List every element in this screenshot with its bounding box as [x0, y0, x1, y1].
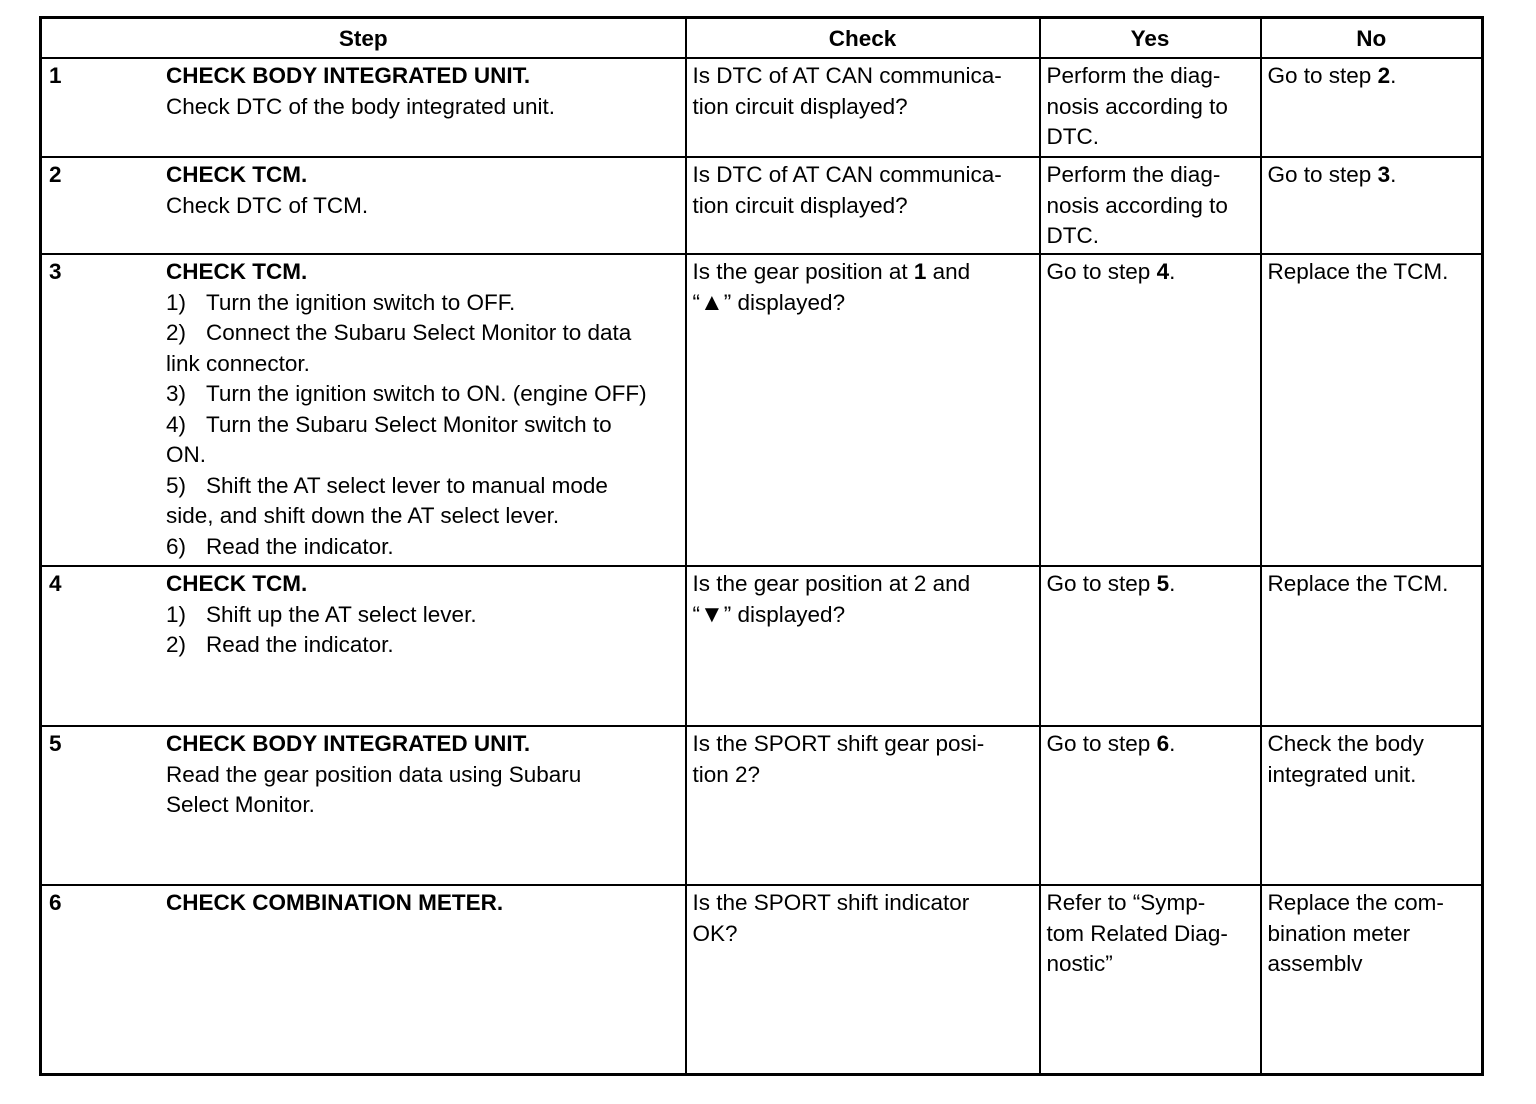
yes-cell [1040, 254, 1261, 566]
yes-text: Go to step [1046, 259, 1157, 284]
step-title: CHECK TCM. [166, 571, 308, 596]
no-text: Go to step [1267, 162, 1378, 187]
step-number: 1 [49, 63, 62, 88]
no-text-suffix: . [1390, 63, 1397, 88]
step-text: Check DTC of the body integrated unit. [166, 93, 555, 119]
yes-text-suffix: . [1169, 731, 1176, 756]
procedure-item: 2) Read the indicator. [166, 632, 394, 657]
no-cell [1261, 157, 1483, 254]
yes-text: DTC. [1046, 124, 1099, 149]
check-text: OK? [692, 920, 738, 946]
step-title: CHECK BODY INTEGRATED UNIT. [166, 63, 531, 88]
step-cell [41, 726, 686, 885]
procedure-item-cont: side, and shift down the AT select lever. [166, 503, 560, 528]
yes-text: Go to step [1046, 731, 1157, 756]
no-cell [1261, 254, 1483, 566]
no-text: Replace the TCM. [1267, 259, 1449, 284]
check-text: Is the gear position at 1 and [692, 259, 971, 284]
step-reference: 2 [1377, 63, 1391, 88]
table-row [41, 566, 1483, 726]
check-text: Is the SPORT shift gear posi- [692, 731, 985, 756]
yes-cell [1040, 566, 1261, 726]
step-title: CHECK COMBINATION METER. [166, 890, 504, 915]
step-number: 2 [49, 162, 62, 187]
check-text: tion circuit displayed? [692, 192, 908, 218]
no-text: Check the body [1267, 731, 1424, 756]
step-reference: 5 [1156, 571, 1170, 596]
procedure-item: 1) Turn the ignition switch to OFF. [166, 289, 516, 315]
check-text: Is the gear position at 2 and [692, 571, 971, 596]
check-text: Is the SPORT shift indicator [692, 890, 970, 915]
yes-text: Go to step [1046, 571, 1157, 596]
yes-text: Perform the diag- [1046, 63, 1221, 88]
table-row [41, 726, 1483, 885]
step-number: 5 [49, 731, 62, 756]
procedure-item: 1) Shift up the AT select lever. [166, 601, 477, 627]
step-cell [41, 566, 686, 726]
yes-text-suffix: . [1169, 259, 1176, 284]
step-cell [41, 254, 686, 566]
check-text: tion circuit displayed? [692, 93, 908, 119]
no-text: Replace the com- [1267, 890, 1444, 915]
procedure-item: 2) Connect the Subaru Select Monitor to data [166, 320, 632, 345]
yes-cell [1040, 726, 1261, 885]
table-row [41, 254, 1483, 566]
yes-cell [1040, 58, 1261, 157]
no-cell [1261, 885, 1483, 1075]
header-no: No [1261, 18, 1483, 59]
check-cell [686, 58, 1040, 157]
step-number: 6 [49, 890, 62, 915]
yes-text: DTC. [1046, 223, 1099, 248]
check-text: “▼” displayed? [692, 600, 846, 628]
step-reference: 4 [1156, 259, 1170, 284]
header-yes: Yes [1040, 18, 1261, 59]
procedure-item-cont: link connector. [166, 350, 310, 376]
check-cell [686, 885, 1040, 1075]
check-cell [686, 254, 1040, 566]
check-text: tion 2? [692, 761, 761, 787]
procedure-item: 4) Turn the Subaru Select Monitor switch to [166, 411, 612, 437]
step-text: Read the gear position data using Subaru [166, 761, 582, 787]
yes-cell [1040, 885, 1261, 1075]
step-cell [41, 157, 686, 254]
step-title: CHECK TCM. [166, 259, 308, 284]
yes-cell [1040, 157, 1261, 254]
no-text: Replace the TCM. [1267, 571, 1449, 596]
procedure-item: 6) Read the indicator. [166, 533, 394, 559]
check-text: Is DTC of AT CAN communica- [692, 162, 1002, 187]
no-text: Go to step [1267, 63, 1378, 88]
no-text: integrated unit. [1267, 761, 1417, 787]
no-cell [1261, 566, 1483, 726]
check-cell [686, 157, 1040, 254]
yes-text: Perform the diag- [1046, 162, 1221, 187]
down-triangle-icon: ▼ [700, 600, 724, 628]
step-number: 4 [49, 571, 62, 596]
header-step: Step [41, 18, 686, 59]
table-header-row [41, 18, 1483, 59]
check-cell [686, 566, 1040, 726]
yes-text: nosis according to [1046, 192, 1228, 218]
no-text: assemblv [1267, 951, 1363, 976]
yes-text: nosis according to [1046, 93, 1228, 119]
step-reference: 3 [1377, 162, 1391, 187]
step-cell [41, 58, 686, 157]
no-cell [1261, 726, 1483, 885]
step-text: Select Monitor. [166, 792, 315, 817]
diagnostic-table [39, 16, 1484, 1076]
table-row [41, 885, 1483, 1075]
header-check: Check [686, 18, 1040, 59]
no-text-suffix: . [1390, 162, 1397, 187]
procedure-item: 5) Shift the AT select lever to manual mode [166, 472, 608, 498]
yes-text: tom Related Diag- [1046, 920, 1228, 946]
step-number: 3 [49, 259, 62, 284]
step-reference: 6 [1156, 731, 1170, 756]
check-cell [686, 726, 1040, 885]
step-cell [41, 885, 686, 1075]
no-text: bination meter [1267, 920, 1411, 946]
yes-text: Refer to “Symp- [1046, 890, 1206, 915]
table-row [41, 58, 1483, 157]
check-text: “▲” displayed? [692, 288, 846, 316]
up-triangle-icon: ▲ [700, 288, 724, 316]
check-text: Is DTC of AT CAN communica- [692, 63, 1002, 88]
step-text: Check DTC of TCM. [166, 192, 369, 218]
procedure-item: 3) Turn the ignition switch to ON. (engine OFF) [166, 381, 647, 406]
yes-text: nostic” [1046, 951, 1113, 976]
step-title: CHECK BODY INTEGRATED UNIT. [166, 731, 531, 756]
yes-text-suffix: . [1169, 571, 1176, 596]
step-title: CHECK TCM. [166, 162, 308, 187]
table-row [41, 157, 1483, 254]
no-cell [1261, 58, 1483, 157]
procedure-item-cont: ON. [166, 442, 207, 467]
